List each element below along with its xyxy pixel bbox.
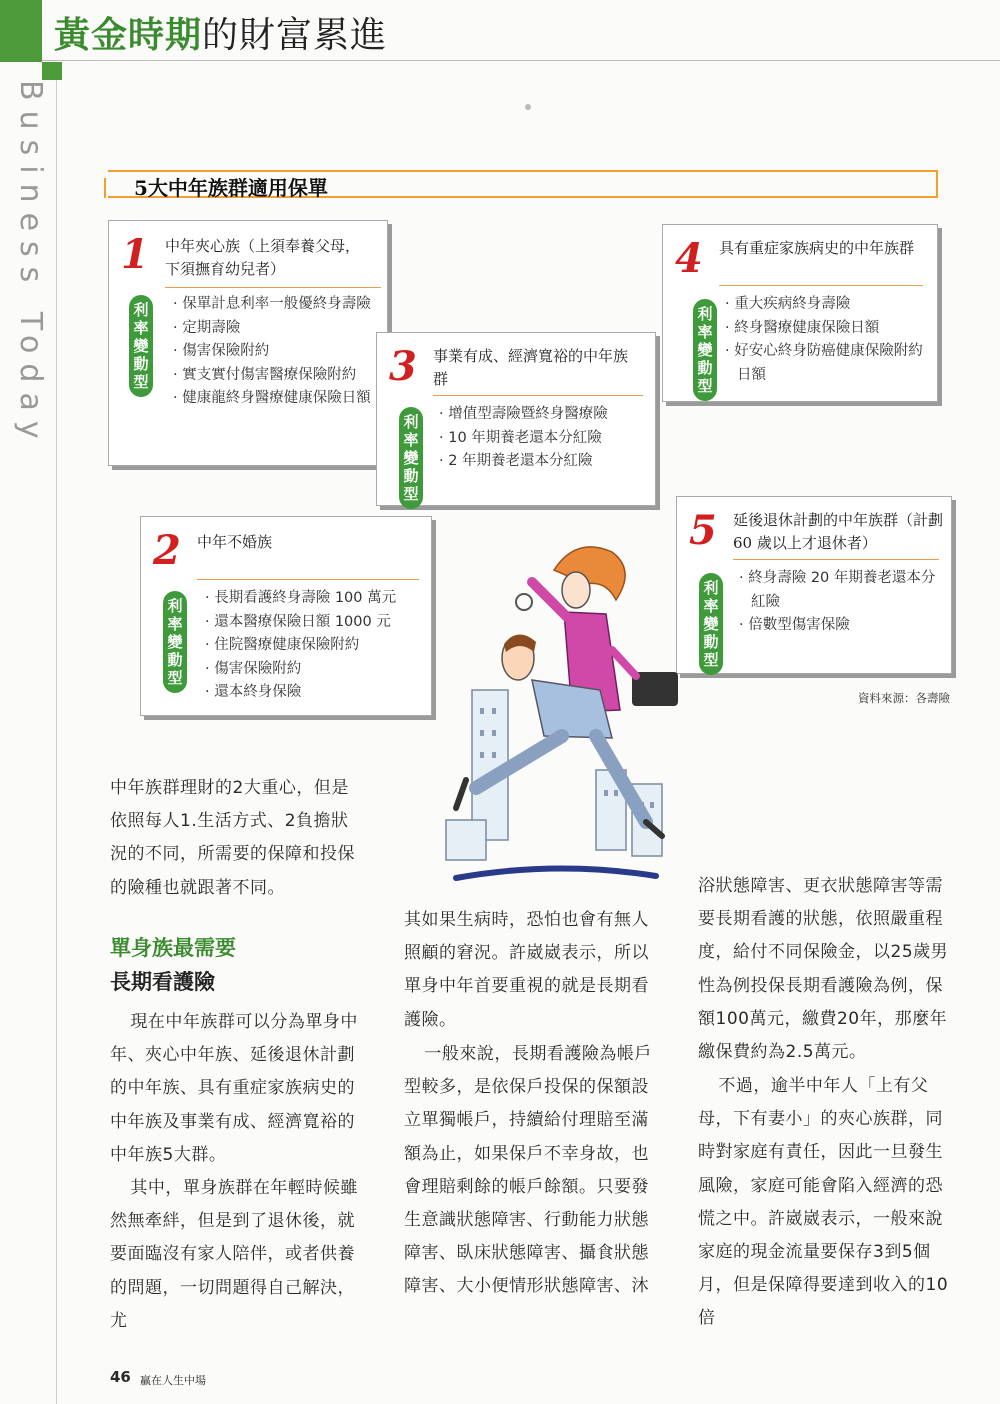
card-divider bbox=[433, 395, 643, 396]
card-item: · 終身壽險 20 年期養老還本分紅險 bbox=[739, 567, 945, 614]
card-item: · 還本終身保險 bbox=[205, 681, 421, 705]
section-title: 5大中年族群適用保單 bbox=[134, 176, 328, 200]
card-item: · 倍數型傷害保險 bbox=[739, 614, 945, 638]
card-item-list bbox=[725, 293, 931, 387]
subheading-black: 長期看護險 bbox=[110, 970, 215, 994]
title-rest: 的財富累進 bbox=[202, 15, 388, 56]
policy-card-4 bbox=[662, 224, 938, 402]
card-title: 中年夾心族（上須奉養父母，下須撫育幼兒者） bbox=[165, 237, 361, 278]
card-item: · 10 年期養老還本分紅險 bbox=[439, 427, 645, 451]
card-item: · 好安心終身防癌健康保險附約日額 bbox=[725, 340, 931, 387]
card-divider bbox=[165, 287, 381, 288]
card-item: · 住院醫療健康保險附約 bbox=[205, 634, 421, 658]
businesswoman-carrying-man-illustration bbox=[436, 540, 698, 892]
card-number: 1 bbox=[121, 231, 149, 278]
card-divider bbox=[197, 579, 419, 580]
rate-type-badge: 利率變動型 bbox=[693, 299, 717, 401]
rate-type-badge: 利率變動型 bbox=[699, 573, 723, 675]
card-title: 延後退休計劃的中年族群（計劃 60 歲以上才退休者） bbox=[733, 511, 944, 552]
col3-paragraph-2: 不過，逾半中年人「上有父母，下有妻小」的夾心族群，同時對家庭有責任，因此一旦發生風險，家庭可能會陷入經濟的恐慌之中。許崴崴表示，一般來說家庭的現金流量要保存3到5個月，但是保障得要達到收入的10倍 bbox=[698, 1076, 949, 1329]
card-number: 3 bbox=[389, 343, 417, 390]
card-item: · 重大疾病終身壽險 bbox=[725, 293, 931, 317]
card-divider bbox=[733, 559, 939, 560]
policy-card-2 bbox=[140, 516, 432, 716]
registration-dot bbox=[525, 104, 531, 110]
card-item: · 還本醫療保險日額 1000 元 bbox=[205, 611, 421, 635]
card-item-list bbox=[173, 293, 373, 411]
policy-card-5 bbox=[676, 496, 952, 674]
card-item: · 增值型壽險暨終身醫療險 bbox=[439, 403, 645, 427]
card-number: 4 bbox=[675, 235, 703, 282]
card-item-list bbox=[739, 567, 945, 638]
rate-type-badge: 利率變動型 bbox=[163, 591, 187, 693]
card-divider bbox=[719, 285, 923, 286]
card-item-list bbox=[439, 403, 645, 474]
card-item: · 終身醫療健康保險日額 bbox=[725, 317, 931, 341]
policy-card-1 bbox=[108, 220, 388, 466]
header-rule bbox=[42, 60, 1000, 61]
margin-rule bbox=[56, 80, 57, 1404]
card-item: · 傷害保險附約 bbox=[173, 340, 373, 364]
intro-paragraph: 中年族群理財的2大重心，但是依照每人1.生活方式、2負擔狀況的不同，所需要的保障和投保的險種也就跟著不同。 bbox=[110, 778, 355, 898]
source-note: 資料來源：各壽險 bbox=[858, 691, 950, 705]
header-green-block bbox=[0, 0, 42, 62]
card-item: · 實支實付傷害醫療保險附約 bbox=[173, 364, 373, 388]
page-number: 46 bbox=[110, 1368, 131, 1386]
card-item: · 定期壽險 bbox=[173, 317, 373, 341]
section-side-label: Business Today bbox=[13, 80, 48, 449]
title-highlight: 黃金時期 bbox=[54, 15, 203, 56]
card-item: · 2 年期養老還本分紅險 bbox=[439, 450, 645, 474]
magazine-name: 贏在人生中場 bbox=[140, 1374, 206, 1387]
col3-paragraph-1: 浴狀態障害、更衣狀態障害等需要長期看護的狀態，依照嚴重程度，給付不同保險金，以25歲男性為例投保長期看護險為例，保額100萬元，繳費20年，那麼年繳保費約為2.5萬元。 bbox=[698, 876, 949, 1063]
card-title: 事業有成、經濟寬裕的中年族群 bbox=[433, 347, 629, 388]
section-title-frame-left bbox=[104, 178, 106, 198]
card-item: · 長期看護終身壽險 100 萬元 bbox=[205, 587, 421, 611]
col1-paragraph-2: 其中，單身族群在年輕時候雖然無牽絆，但是到了退休後，就要面臨沒有家人陪伴，或者供養的問題，一切問題得自己解決，尤 bbox=[110, 1178, 358, 1331]
subheading-green: 單身族最需要 bbox=[110, 936, 236, 960]
rate-type-badge: 利率變動型 bbox=[129, 295, 153, 397]
card-item-list bbox=[205, 587, 421, 705]
col2-paragraph-2: 一般來說，長期看護險為帳戶型較多，是依保戶投保的保額設立單獨帳戶，持續給付理賠至滿額為止，如果保戶不幸身故，也會理賠剩餘的帳戶餘額。只要發生意識狀態障害、行動能力狀態障害、臥床狀態障害、攝食狀態障害、大小便情形狀態障害、沐 bbox=[404, 1044, 652, 1297]
policy-card-3 bbox=[376, 332, 656, 506]
page-title bbox=[54, 14, 387, 58]
col1-paragraph-1: 現在中年族群可以分為單身中年、夾心中年族、延後退休計劃的中年族、具有重症家族病史的中年族及事業有成、經濟寬裕的中年族5大群。 bbox=[110, 1012, 358, 1165]
col2-paragraph-1: 其如果生病時，恐怕也會有無人照顧的窘況。許崴崴表示，所以單身中年首要重視的就是長期看護險。 bbox=[404, 910, 649, 1030]
card-number: 2 bbox=[153, 527, 181, 574]
header-green-square bbox=[42, 62, 62, 80]
card-number: 5 bbox=[689, 507, 717, 554]
rate-type-badge: 利率變動型 bbox=[399, 407, 423, 509]
card-item: · 保單計息利率一般優終身壽險 bbox=[173, 293, 373, 317]
card-title: 中年不婚族 bbox=[197, 533, 273, 551]
card-item: · 健康龍終身醫療健康保險日額 bbox=[173, 387, 373, 411]
card-title: 具有重症家族病史的中年族群 bbox=[719, 239, 915, 257]
card-item: · 傷害保險附約 bbox=[205, 658, 421, 682]
